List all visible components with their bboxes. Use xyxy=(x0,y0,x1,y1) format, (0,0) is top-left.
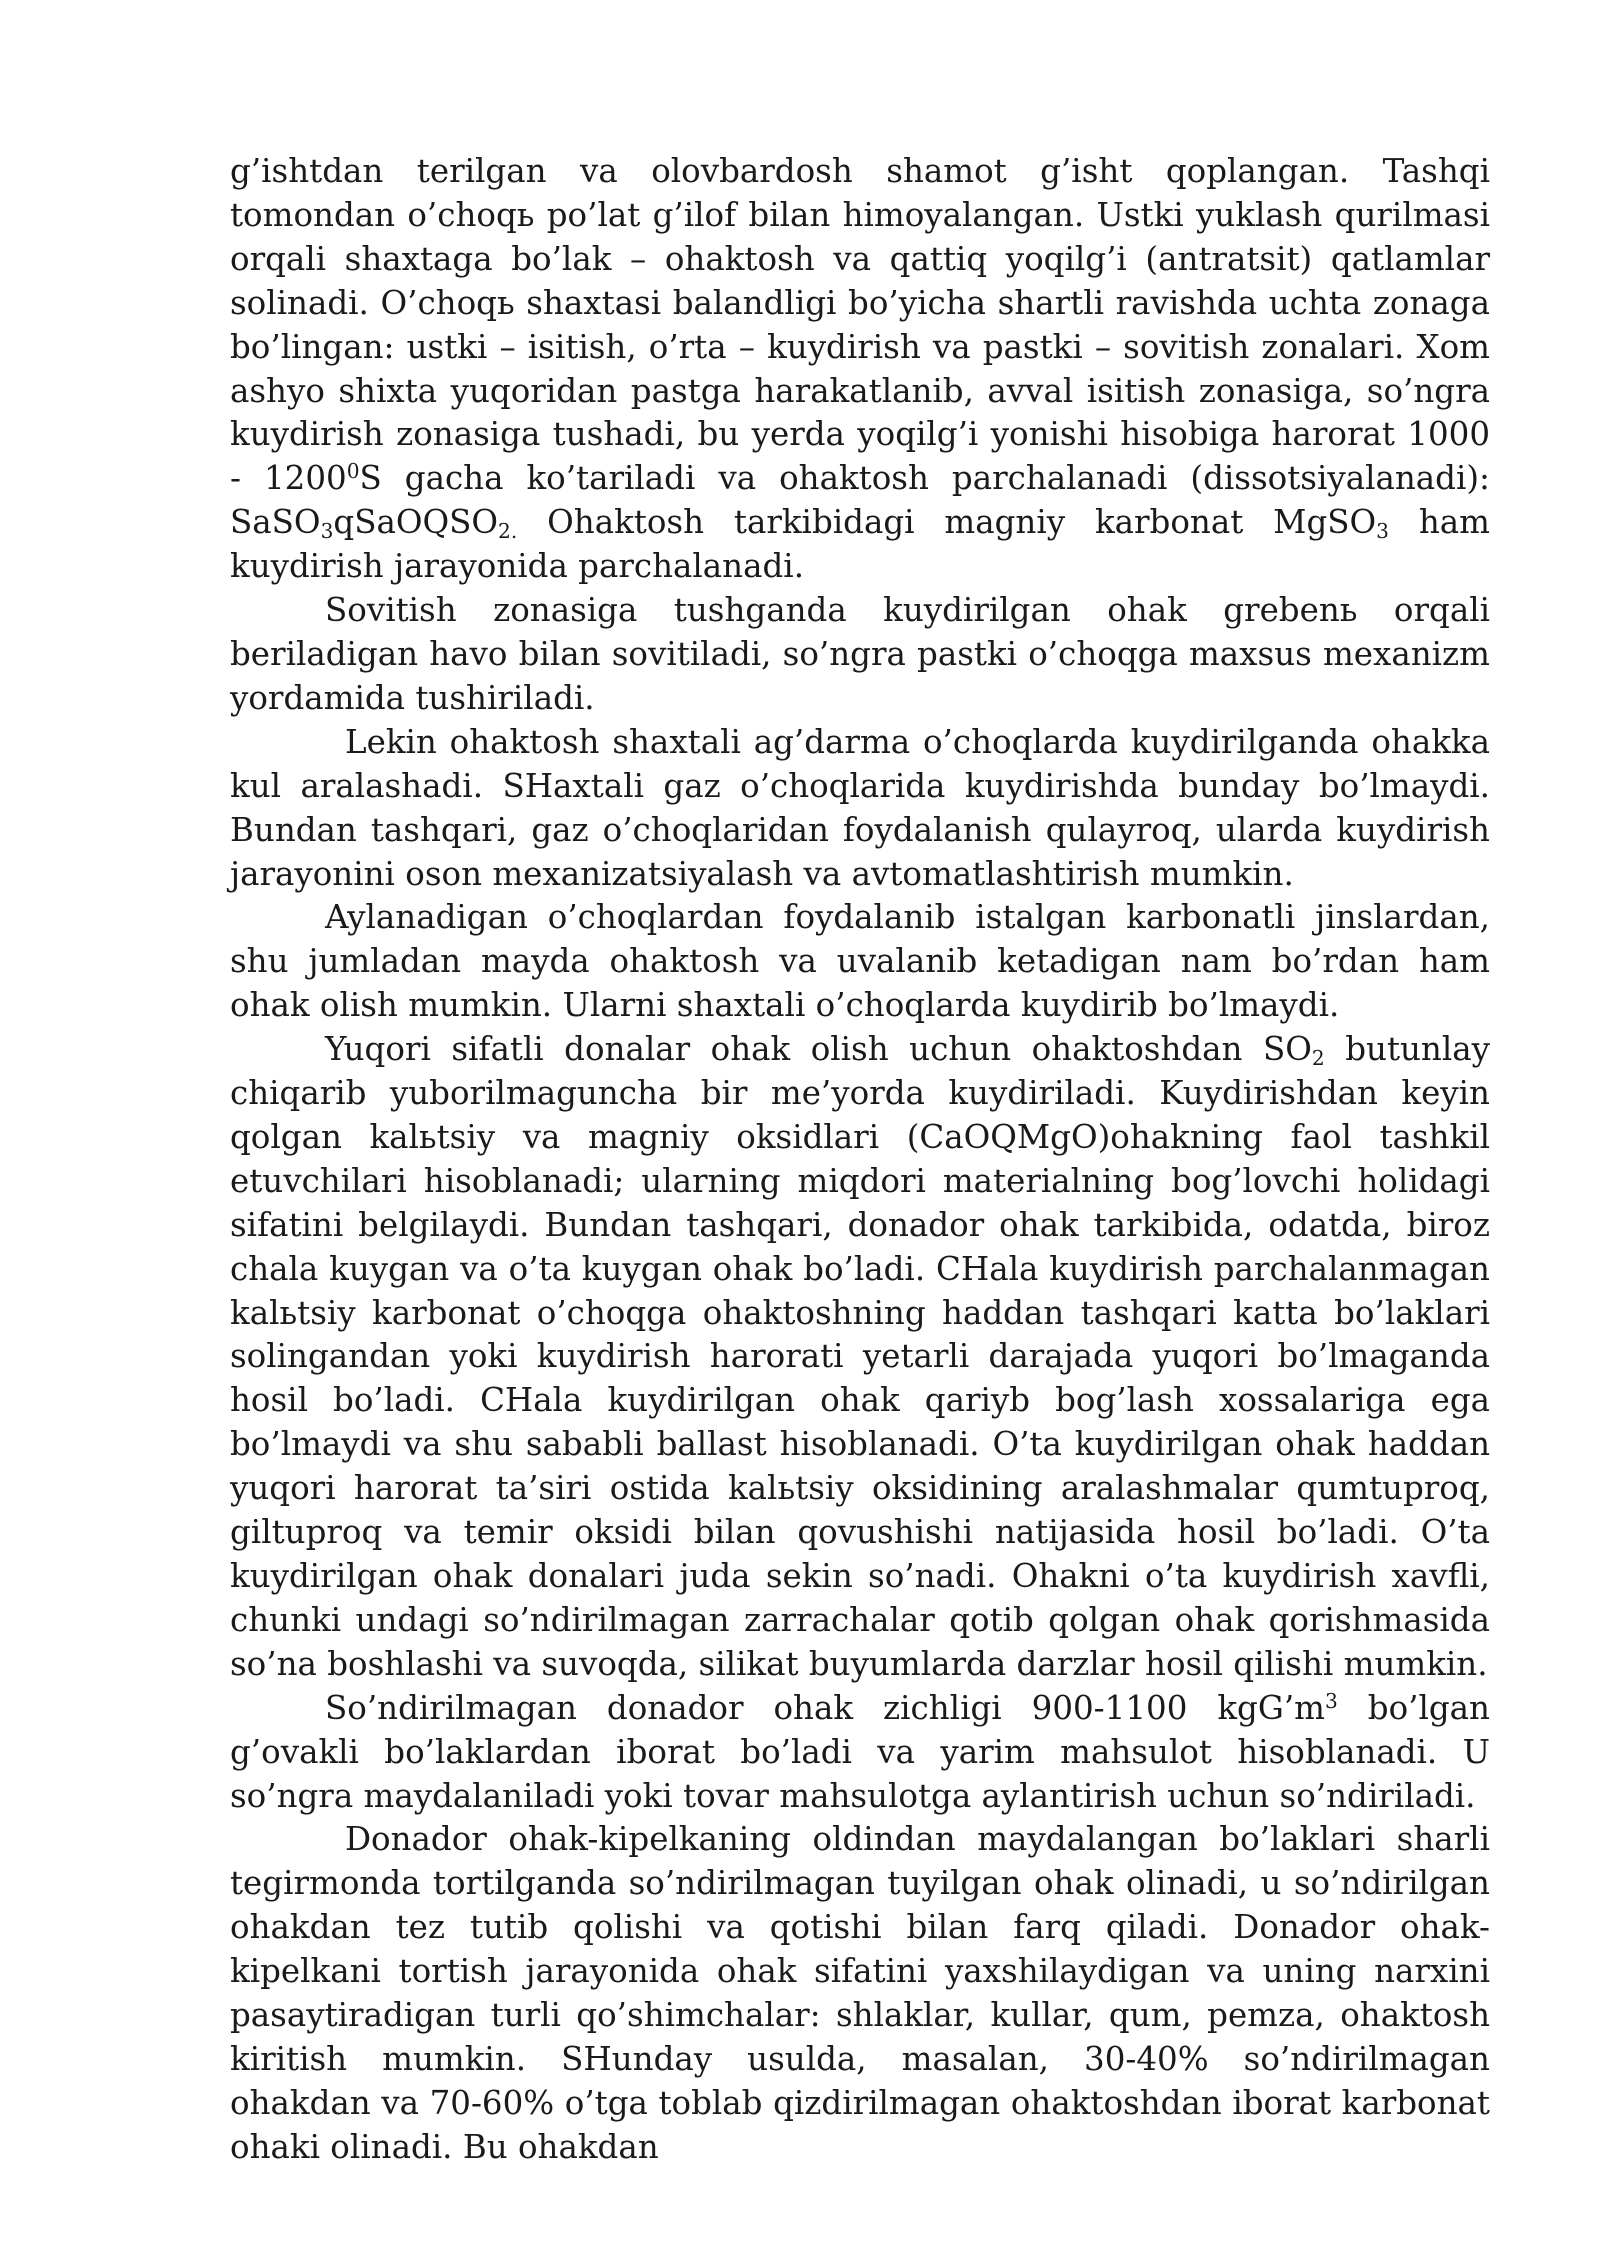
paragraph-3: Lekin ohaktosh shaxtali ag’darma o’choqlarda kuydirilganda ohakka kul aralashadi. SHaxtali gaz o’choqlarida kuydirishda bunday bo’lmaydi. Bundan tashqari, gaz o’choqlaridan foydalanish qulayroq, ularda kuydirish jarayonini oson mexanizatsiyalash va avtomatlashtirish mumkin. xyxy=(230,722,1490,893)
paragraph-1 xyxy=(230,150,1490,589)
paragraph-1-text-c: qSaOQSO xyxy=(333,503,499,542)
paragraph-7: Donador ohak-kipelkaning oldindan maydalangan bo’laklari sharli tegirmonda tortilganda so’ndirilmagan tuyilgan ohak olinadi, u so’ndirilgan ohakdan tez tutib qolishi va qotishi bilan farq qiladi. Donador ohak-kipelkani tortish jarayonida ohak sifatini yaxshilaydigan va uning narxini pasaytiradigan turli qo’shimchalar: shlaklar, kullar, qum, pemza, ohaktosh kiritish mumkin. SHunday usulda, masalan, 30-40% so’ndirilmagan ohakdan va 70-60% o’tga toblab qizdirilmagan ohaktoshdan iborat karbonat ohaki olinadi. Bu ohakdan xyxy=(230,1820,1490,2166)
subscript-3-mgso3: 3 xyxy=(1376,519,1389,544)
subscript-2-so2: 2 xyxy=(1311,1046,1325,1071)
paragraph-1-text-e: ham kuydirish jarayonida parchalanadi. xyxy=(230,503,1490,586)
paragraph-4: Aylanadigan o’choqlardan foydalanib istalgan karbonatli jinslardan, shu jumladan mayda ohaktosh va uvalanib ketadigan nam bo’rdan ham ohak olish mumkin. Ularni shaxtali o’choqlarda kuydirib bo’lmaydi. xyxy=(230,898,1490,1025)
paragraph-6-text-b: bo’lgan g’ovakli bo’laklardan iborat bo’ladi va yarim mahsulot hisoblanadi. U so’ngra maydalaniladi yoki tovar mahsulotga aylantirish uchun so’ndiriladi. xyxy=(230,1688,1490,1815)
paragraph-6-text-a: So’ndirilmagan donador ohak zichligi 900-1100 kgG’m xyxy=(325,1688,1325,1727)
paragraph-1-text-d: Ohaktosh tarkibidagi magniy karbonat MgSO xyxy=(517,503,1377,542)
subscript-2: 2. xyxy=(498,519,518,544)
paragraph-5 xyxy=(230,1028,1490,1687)
paragraph-6 xyxy=(230,1687,1490,1819)
paragraph-1-text-b: S gacha ko’tariladi va ohaktosh parchalanadi (dissotsiyalanadi): SaSO xyxy=(230,459,1490,542)
paragraph-1-text-a: g’ishtdan terilgan va olovbardosh shamot g’isht qoplangan. Tashqi tomondan o’choqь po’lat g’ilof bilan himoyalangan. Ustki yuklash qurilmasi orqali shaxtaga bo’lak – ohaktosh va qattiq yoqilg’i (antratsit) qatlamlar solinadi. O’choqь shaxtasi balandligi bo’yicha shartli ravishda uchta zonaga bo’lingan: ustki – isitish, o’rta – kuydirish va pastki – sovitish zonalari. Xom ashyo shixta yuqoridan pastga harakatlanib, avval isitish zonasiga, so’ngra kuydirish zonasiga tushadi, bu yerda yoqilg’i yonishi hisobiga harorat 1000 - 1200 xyxy=(230,152,1490,498)
paragraph-5-text-a: Yuqori sifatli donalar ohak olish uchun ohaktoshdan SO xyxy=(325,1030,1312,1069)
subscript-3: 3 xyxy=(320,519,334,544)
paragraph-2: Sovitish zonasiga tushganda kuydirilgan ohak grebenь orqali beriladigan havo bilan sovitiladi, so’ngra pastki o’choqga maxsus mexanizm yordamida tushiriladi. xyxy=(230,591,1490,717)
cubic-superscript: 3 xyxy=(1324,1688,1338,1713)
degree-superscript: 0 xyxy=(346,459,360,484)
paragraph-5-text-b: butunlay chiqarib yuborilmaguncha bir me’yorda kuydiriladi. Kuydirishdan keyin qolgan kalьtsiy va magniy oksidlari (CaOQMgO)ohakning faol tashkil etuvchilari hisoblanadi; ularning miqdori materialning bog’lovchi holidagi sifatini belgilaydi. Bundan tashqari, donador ohak tarkibida, odatda, biroz chala kuygan va o’ta kuygan ohak bo’ladi. CHala kuydirish parchalanmagan kalьtsiy karbonat o’choqga ohaktoshning haddan tashqari katta bo’laklari solingandan yoki kuydirish harorati yetarli darajada yuqori bo’lmaganda hosil bo’ladi. CHala kuydirilgan ohak qariyb bog’lash xossalariga ega bo’lmaydi va shu sababli ballast hisoblanadi. O’ta kuydirilgan ohak haddan yuqori harorat ta’siri ostida kalьtsiy oksidining aralashmalar qumtuproq, giltuproq va temir oksidi bilan qovushishi natijasida hosil bo’ladi. O’ta kuydirilgan ohak donalari juda sekin so’nadi. Ohakni o’ta kuydirish xavfli, chunki undagi so’ndirilmagan zarrachalar qotib qolgan ohak qorishmasida so’na boshlashi va suvoqda, silikat buyumlarda darzlar hosil qilishi mumkin. xyxy=(230,1030,1490,1683)
document-body xyxy=(230,150,1490,2170)
